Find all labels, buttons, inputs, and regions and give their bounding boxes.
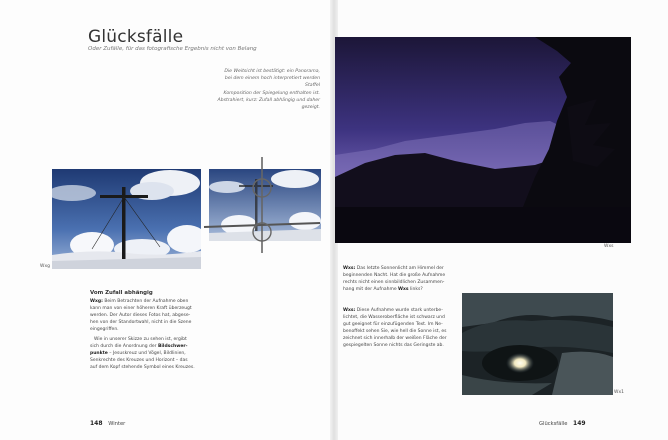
sidenote-line: Die Weitsicht ist bestätigt: ein Panorama, [224,69,320,74]
text-line: eingegriffen. [90,327,119,333]
lake-reflection-photo [462,293,613,395]
page-number: 149 [573,420,586,427]
left-body-paragraph-2 [90,336,195,371]
text-line: Wie in unserer Skizze zu sehen ist, ergibt [94,337,187,342]
page-title: Glücksfälle [88,27,184,47]
text-line: auf dem Kopf stehende Symbol eines Kreuzes. [90,365,195,371]
left-folio [90,420,125,427]
bold-term: Bildschwer- [157,344,188,350]
running-head: Winter [108,421,126,427]
lake-reflection-illustration [462,293,613,395]
bold-term: punkte [90,351,108,357]
page-number: 148 [90,420,103,427]
dusk-landscape-illustration [335,37,631,243]
text-line: hen von der Standortwahl, nicht in die Szene [90,320,192,326]
section-heading: Vom Zufall abhängig [90,290,153,296]
text-line: benoffekt sehen Sie, wie hell die Sonne ist, es [343,329,447,335]
photo-tag: Wxs [604,244,614,249]
text-line: kann man von einer höheren Kraft überzeugt [90,306,192,312]
text-run: – Jesuskreuz und Vögel, Bildlinien, [107,351,186,357]
photo-tag: Wxg [40,264,50,269]
text-line: werden. Der Autor dieses Fotos hat, abgese- [90,313,191,319]
text-line: beginnenden Nacht. Hat die große Aufnahme [343,273,446,279]
sidenote-line: gezeigt. [301,105,320,111]
text-run: Das letzte Sonnenlicht am Himmel der [355,266,444,271]
text-line: rechts nicht einen sinnbildlichen Zusammen- [343,280,445,286]
summit-cross-illustration [52,169,201,269]
sidenote-line: Abstrahiert, kurz: Zufall abhängig und daher [217,97,320,103]
text-line: lichtet, die Wasseroberfläche ist schwarz und [343,315,445,321]
sidenote [210,68,320,111]
image-ref: Wxs: [343,308,356,313]
summit-cross-photo [52,169,201,269]
text-run: hang mit der Aufnahme [343,287,399,293]
dusk-landscape-photo [335,37,631,243]
image-ref: Wxs [398,287,409,293]
right-body-paragraph-1 [343,265,445,293]
photo-tag: Wx1 [614,390,624,395]
text-line: Senkrechte des Kreuzes und Horizont – das [90,358,188,364]
text-run: Diese Aufnahme wurde stark unterbe- [355,308,443,313]
text-run: links? [408,287,423,293]
left-body-paragraph-1 [90,298,192,333]
sidenote-line: Komposition der Spiegelung enthalten ist. [223,90,320,96]
image-ref: Wxg: [90,299,103,304]
running-head: Glücksfälle [539,421,568,427]
page-subtitle: Oder Zufälle, für das fotografische Ergebnis nicht von Belang [88,46,257,52]
right-folio [539,420,586,427]
image-ref: Wxs: [343,266,356,271]
text-line: gespiegelten Sonne nichts das Geringste ab. [343,343,444,349]
sidenote-line: bei dem einem hoch interpretiert werden Staffel [224,76,320,89]
text-run: sich durch die Anordnung der [90,344,158,350]
right-body-paragraph-2 [343,307,447,350]
composition-overlay-lines [200,155,325,255]
text-line: gut geeignet für einzufügenden Text. Im Ne- [343,322,443,328]
text-run: Beim Betrachten der Aufnahme oben [102,299,189,304]
text-line: zeichnet sich innerhalb der weißen Fläche der [343,336,447,342]
